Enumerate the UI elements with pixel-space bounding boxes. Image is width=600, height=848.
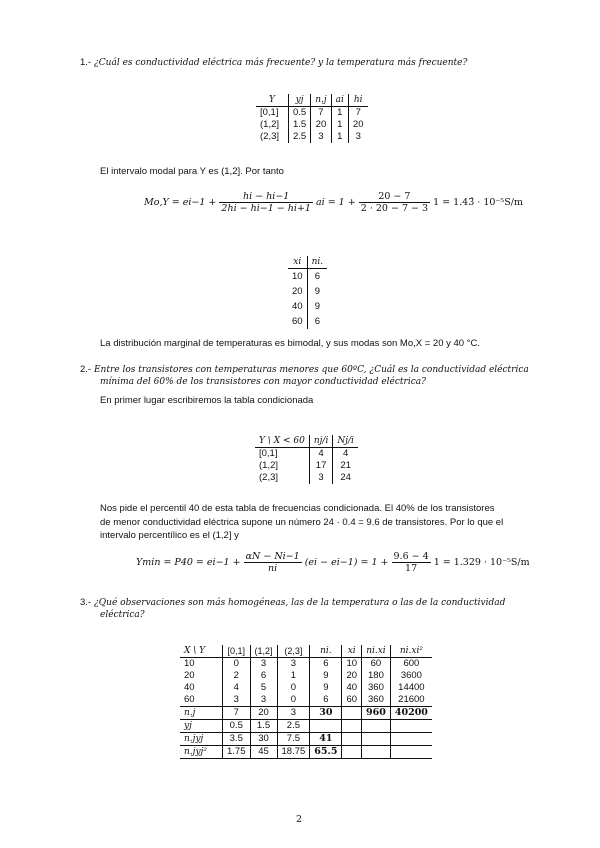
q1-th-y: Y (256, 94, 289, 107)
table-cell: 0.5 (223, 720, 251, 733)
q1-question (80, 56, 560, 70)
table-cell: 9 (314, 285, 320, 297)
table-cell: 4 (223, 682, 251, 694)
row-label-njyj2: n.jyj² (180, 746, 223, 759)
table-cell: 960 (362, 707, 391, 720)
table-cell (390, 746, 432, 759)
table-cell: 180 (362, 670, 391, 682)
table-cell: 1.5 (289, 119, 311, 131)
table-cell: 0 (277, 682, 310, 694)
table-cell: 30 (250, 733, 277, 746)
table-cell: 40200 (394, 707, 428, 718)
table-cell: 9 (314, 300, 320, 312)
table-cell: 41 (310, 733, 342, 746)
q2-intro: En primer lugar escribiremos la tabla condicionada (100, 395, 314, 406)
table-cell: 20 (352, 119, 364, 130)
table-cell: (1,2] (255, 460, 309, 472)
q2-number: 2.- (80, 364, 92, 375)
q1-table-x (288, 256, 327, 329)
table-cell (390, 733, 432, 746)
q1-table-y (256, 94, 368, 143)
table-cell: 17 (309, 460, 333, 472)
table-cell: 65.5 (310, 746, 342, 759)
q3-th-y3: (2,3] (277, 645, 310, 658)
table-cell: 3 (250, 658, 277, 671)
table-cell: 600 (403, 658, 420, 669)
table-cell: 21 (340, 460, 351, 471)
q1-formula-frac (219, 191, 313, 214)
table-cell: 0 (223, 658, 251, 671)
q2-th-yx: Y \ X < 60 (255, 435, 309, 448)
q1-formula-num2: 20 − 7 (359, 191, 430, 203)
q1-th-yj: yj (289, 94, 311, 107)
table-cell: 3 (355, 131, 361, 142)
table-cell: 20 (288, 284, 307, 299)
table-cell: 3 (277, 707, 310, 720)
table-cell: 4 (309, 448, 333, 461)
table-cell: 45 (250, 746, 277, 759)
table-cell: 1 (331, 107, 348, 120)
q2-para-line3: intervalo percentílico es el (1,2] y (100, 530, 239, 541)
q3-th-y1: [0,1] (223, 645, 251, 658)
table-cell: 7 (355, 107, 361, 118)
table-cell: 60 (288, 314, 307, 329)
q2-question (80, 363, 560, 377)
table-cell: 5 (250, 682, 277, 694)
q1-formula-den2: 2 · 20 − 7 − 3 (360, 203, 429, 214)
table-cell: 6 (250, 670, 277, 682)
table-cell (342, 707, 362, 720)
table-cell: (2,3] (256, 131, 289, 143)
table-cell: 40 (288, 299, 307, 314)
table-cell: 0.5 (289, 107, 311, 120)
table-cell: 7 (311, 107, 331, 120)
row-label-nj: n.j (180, 707, 223, 720)
q2-para-line1: Nos pide el percentil 40 de esta tabla de frecuencias condicionada. El 40% de los transistores (100, 503, 495, 514)
table-cell: 24 (340, 472, 351, 483)
table-cell: 10 (288, 269, 307, 285)
table-cell: 1 (331, 119, 348, 131)
table-cell: 1 (331, 131, 348, 143)
q2-formula-den2: 17 (405, 563, 418, 574)
table-cell: 20 (180, 670, 223, 682)
table-cell (342, 720, 362, 733)
table-cell: 2 (223, 670, 251, 682)
q2-th-Nj: Nj/i (337, 436, 354, 446)
q3-question (80, 596, 560, 610)
table-cell: 360 (362, 682, 391, 694)
table-cell: 1 (277, 670, 310, 682)
table-cell: [0,1] (255, 448, 309, 461)
table-cell: (1,2] (256, 119, 289, 131)
table-cell: 6 (310, 658, 342, 671)
table-cell: 2.5 (289, 131, 311, 143)
table-cell: 1.5 (250, 720, 277, 733)
table-cell: (2,3] (255, 472, 309, 484)
q2-table (255, 435, 358, 484)
table-cell: 3 (250, 694, 277, 707)
q3-th-nixi: ni.xi (362, 645, 391, 658)
q2-paragraph (100, 502, 570, 543)
row-label-yj: yj (180, 720, 223, 733)
q3-question-line1: ¿Qué observaciones son más homogéneas, las de la temperatura o las de la conductividad (93, 598, 506, 608)
table-cell: 6 (314, 315, 320, 327)
q1-th-nj: n.j (311, 94, 331, 107)
table-cell: 3 (311, 131, 331, 143)
q1-th-xi: xi (288, 256, 307, 269)
q1-formula (144, 191, 523, 214)
q1-formula-num: hi − hi−1 (219, 191, 313, 203)
table-cell: [0,1] (256, 107, 289, 120)
table-cell: 7.5 (277, 733, 310, 746)
table-cell: 9 (310, 670, 342, 682)
q3-th-y2: (1,2] (250, 645, 277, 658)
table-cell (362, 746, 391, 759)
q2-question-line2: mínima del 60% de los transistores con mayor conductividad eléctrica? (100, 377, 426, 387)
table-cell (342, 746, 362, 759)
table-cell: 20 (311, 119, 331, 131)
table-cell: 1.75 (223, 746, 251, 759)
q1-question-text: ¿Cuál es conductividad eléctrica más frecuente? y la temperatura más frecuente? (93, 58, 468, 68)
q2-formula-frac2 (392, 551, 431, 574)
table-cell: 60 (362, 658, 391, 671)
q3-th-xy: X \ Y (180, 645, 223, 658)
q1-th-hi: hi (353, 95, 363, 105)
q1-formula-result: 1 = 1.43̂ · 10⁻⁵S/m (433, 197, 523, 208)
q1-th-ni: ni. (311, 257, 324, 267)
table-cell: 60 (180, 694, 223, 707)
table-cell (342, 733, 362, 746)
q1-formula-den: 2hi − hi−1 − hi+1 (221, 203, 311, 214)
table-cell: 3600 (400, 670, 422, 681)
table-cell: 30 (310, 707, 342, 720)
q2-formula-num2: 9.6 − 4 (393, 551, 429, 562)
table-cell: 20 (250, 707, 277, 720)
table-cell: 7 (223, 707, 251, 720)
table-cell: 3 (277, 658, 310, 671)
q2-question-line1: Entre los transistores con temperaturas menores que 60ºC, ¿Cuál es la conductividad eléctrica (93, 365, 529, 375)
table-cell: 20 (342, 670, 362, 682)
q3-table (180, 645, 432, 759)
q2-formula-result: 1 = 1.329 · 10⁻⁵S/m (433, 557, 530, 568)
q3-th-ni: ni. (310, 645, 342, 658)
table-cell (390, 720, 432, 733)
q1-th-ai: ai (331, 94, 348, 107)
q2-formula-num: αN − Ni−1 (245, 551, 300, 562)
table-cell: 21600 (398, 694, 425, 705)
q2-para-line2: de menor conductividad eléctrica supone un número 24 · 0.4 = 9.6 de transistores. Por lo que el (100, 516, 504, 528)
table-cell: 360 (362, 694, 391, 707)
table-cell: 4 (342, 448, 349, 459)
table-cell: 0 (277, 694, 310, 707)
row-label-njyj: n.jyj (180, 733, 223, 746)
table-cell: 3 (223, 694, 251, 707)
page-number: 2 (296, 814, 303, 825)
q3-th-nixi2: ni.xi² (399, 646, 423, 656)
q1-bimodal-text: La distribución marginal de temperaturas es bimodal, y sus modas son Mo,X = 20 y 40 °C. (100, 338, 481, 349)
q2-th-nj: nj/i (309, 435, 333, 448)
table-cell: 40 (342, 682, 362, 694)
table-cell: 3 (309, 472, 333, 484)
q1-formula-mid: ai = 1 + (315, 197, 356, 208)
q1-number: 1.- (80, 57, 92, 68)
table-cell: 3.5 (223, 733, 251, 746)
table-cell: 2.5 (277, 720, 310, 733)
q2-formula-den: ni (268, 563, 278, 574)
table-cell: 10 (180, 658, 223, 671)
q2-formula-mid: (ei − ei−1) = 1 + (304, 557, 389, 568)
table-cell (310, 720, 342, 733)
q1-modal-text: El intervalo modal para Y es (1,2]. Por tanto (100, 166, 284, 177)
table-cell: 14400 (398, 682, 425, 693)
table-cell: 18.75 (277, 746, 310, 759)
q1-formula-frac2 (359, 191, 430, 214)
q2-formula-lhs: Ymin = P40 = ei−1 + (136, 557, 241, 568)
q3-question-line2: eléctrica? (100, 610, 145, 620)
q2-formula-frac (244, 551, 302, 574)
table-cell (362, 733, 391, 746)
table-cell: 10 (342, 658, 362, 671)
q2-formula (136, 551, 530, 574)
table-cell (362, 720, 391, 733)
q1-formula-lhs: Mo,Y = ei−1 + (144, 197, 217, 208)
table-cell: 6 (314, 270, 320, 282)
table-cell: 9 (310, 682, 342, 694)
table-cell: 40 (180, 682, 223, 694)
table-cell: 6 (310, 694, 342, 707)
q3-th-xi: xi (342, 645, 362, 658)
q3-number: 3.- (80, 597, 92, 608)
table-cell: 60 (342, 694, 362, 707)
